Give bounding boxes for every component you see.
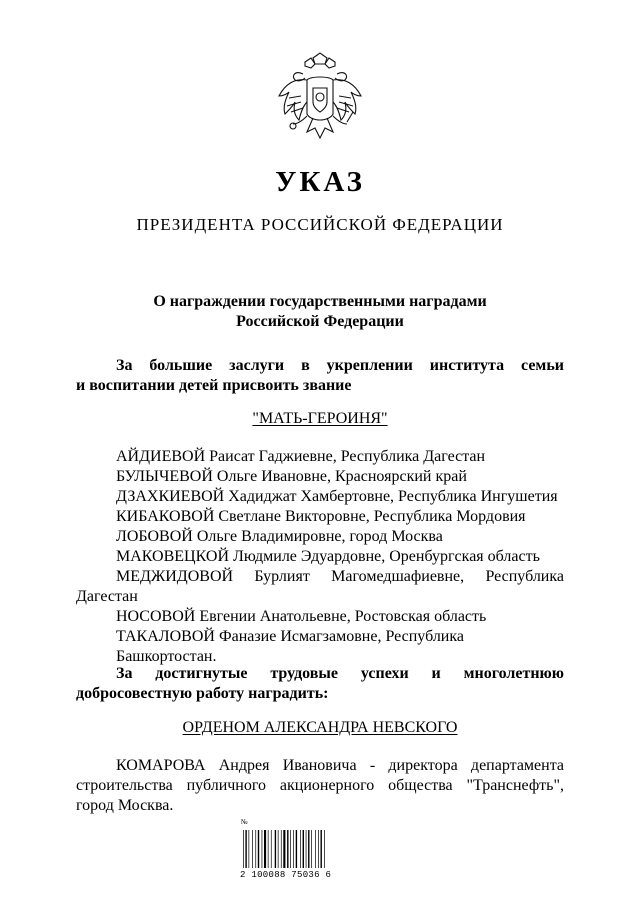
barcode-bar [318, 830, 319, 868]
list-item: ТАКАЛОВОЙ Фаназие Исмагзамовне, Республика Башкортостан. [116, 628, 464, 665]
recipient-line-2: строительства публичного акционерного общества "Транснефть", [76, 777, 564, 794]
award-title-text: ОРДЕНОМ АЛЕКСАНДРА НЕВСКОГО [182, 719, 458, 736]
barcode-bar [249, 830, 250, 868]
section2-intro-line-2: добросовестную работу наградить: [76, 685, 329, 702]
heading-line-1: О награждении государственными наградами [153, 293, 487, 310]
barcode-bar [324, 830, 325, 868]
barcode-bar [255, 830, 256, 868]
section2-recipient [76, 756, 564, 816]
barcode-bar [287, 830, 288, 868]
document-title: УКАЗ [275, 166, 365, 198]
award-title-order-nevsky [0, 719, 640, 737]
section1-intro [76, 356, 564, 396]
barcode-bar [271, 830, 272, 868]
document-subtitle: ПРЕЗИДЕНТА РОССИЙСКОЙ ФЕДЕРАЦИИ [136, 215, 504, 234]
list-item: НОСОВОЙ Евгении Анатольевне, Ростовская область [116, 608, 487, 625]
barcode-bar [296, 830, 297, 868]
list-item: МАКОВЕЦКОЙ Людмиле Эдуардовне, Оренбургская область [116, 548, 540, 565]
barcode-bar [300, 830, 301, 868]
recipients-list [76, 447, 564, 667]
section2-intro [76, 664, 564, 704]
list-item: КИБАКОВОЙ Светлане Викторовне, Республика Мордовия [116, 508, 526, 525]
list-item: МЕДЖИДОВОЙ Бурлият Магомедшафиевне, Республика [116, 568, 564, 585]
barcode-bar [262, 830, 263, 868]
list-item: БУЛЫЧЕВОЙ Ольге Ивановне, Красноярский край [116, 468, 467, 485]
barcode-bar [315, 830, 316, 868]
coat-of-arms-emblem [273, 52, 367, 148]
barcode-bar [303, 830, 304, 868]
barcode-bar [308, 830, 309, 868]
list-item-continuation: Дагестан [76, 588, 138, 605]
barcode-bar [293, 830, 294, 868]
section2-intro-line-1: За достигнутые трудовые успехи и многолетнюю [116, 665, 564, 682]
barcode-bar [321, 830, 322, 868]
list-item: ДЗАХКИЕВОЙ Хадиджат Хамбертовне, Республика Ингушетия [116, 488, 558, 505]
barcode-bar [281, 830, 282, 868]
barcode-mark: № [241, 818, 248, 826]
barcode-bar [278, 830, 279, 868]
barcode-bar [290, 830, 291, 868]
barcode-bar [306, 830, 307, 868]
list-item: ЛОБОВОЙ Ольге Владимировне, город Москва [116, 528, 443, 545]
section1-intro-line-2: и воспитании детей присвоить звание [76, 377, 352, 394]
award-title-mother-heroine [0, 410, 640, 428]
section1-intro-line-1: За большие заслуги в укреплении института семьи [116, 357, 564, 374]
barcode-digits: 2 100088 75036 6 [240, 870, 332, 880]
heading-line-2: Российской Федерации [236, 313, 404, 330]
barcode-bar [275, 830, 276, 868]
list-item: АЙДИЕВОЙ Раисат Гаджиевне, Республика Дагестан [116, 448, 486, 465]
barcode-bar [264, 830, 266, 868]
barcode-bar [245, 830, 246, 868]
barcode-bar [268, 830, 269, 868]
recipient-line-1: КОМАРОВА Андрея Ивановича - директора департамента [116, 757, 564, 774]
barcode-bar [243, 830, 244, 868]
barcode-bar [252, 830, 253, 868]
barcode-bar [258, 830, 259, 868]
decree-heading [0, 292, 640, 332]
barcode-bar [283, 830, 285, 868]
award-title-text: "МАТЬ-ГЕРОИНЯ" [252, 410, 388, 427]
barcode-bar [311, 830, 312, 868]
recipient-line-3: город Москва. [76, 797, 174, 814]
